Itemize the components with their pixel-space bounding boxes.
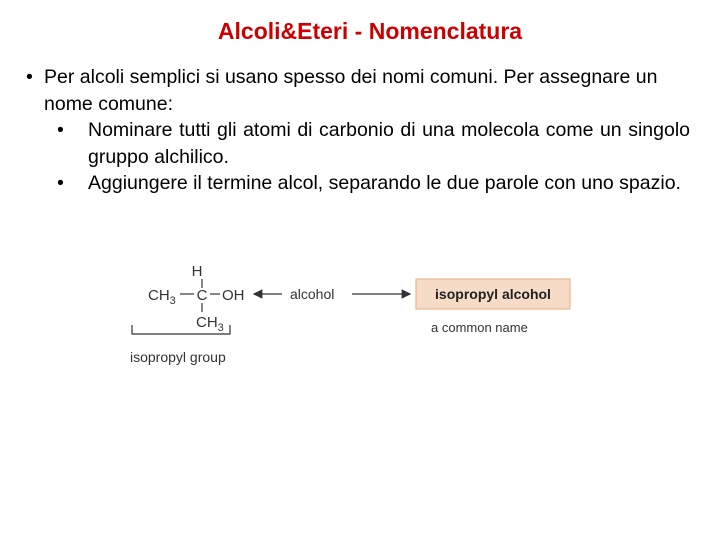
isopropyl-alcohol-figure: [120, 252, 590, 372]
bullet-item: [24, 64, 690, 117]
bullet-dot-icon: •: [57, 119, 64, 141]
isopropyl-group-label: isopropyl group: [130, 349, 226, 365]
hydrogen-atom-label: H: [191, 263, 203, 280]
hydroxyl-label: OH: [222, 287, 245, 304]
alcohol-label: alcohol: [290, 286, 335, 302]
bullet-text: Per alcoli semplici si usano spesso dei nomi comuni. Per assegnare un nome comune:: [44, 66, 658, 115]
bullet-list: [24, 64, 690, 197]
methyl-label-bottom: $CH_3$: [196, 314, 224, 334]
common-name-label: isopropyl alcohol: [435, 286, 551, 302]
sub-bullet-text: Nominare tutti gli atomi di carbonio di una molecola come un singolo gruppo alchilico.: [88, 119, 690, 168]
common-name-caption: a common name: [431, 320, 528, 335]
bullet-dot-icon: •: [57, 172, 64, 194]
sub-bullet-item: [24, 117, 690, 170]
central-carbon-label: C: [196, 287, 208, 304]
methyl-label-left: $CH_3$: [148, 287, 176, 307]
bullet-dot-icon: •: [26, 66, 33, 88]
sub-bullet-item: [24, 170, 690, 197]
slide-title: Alcoli&Eteri - Nomenclatura: [217, 18, 523, 44]
sub-bullet-text: Aggiungere il termine alcol, separando le due parole con uno spazio.: [88, 172, 681, 194]
